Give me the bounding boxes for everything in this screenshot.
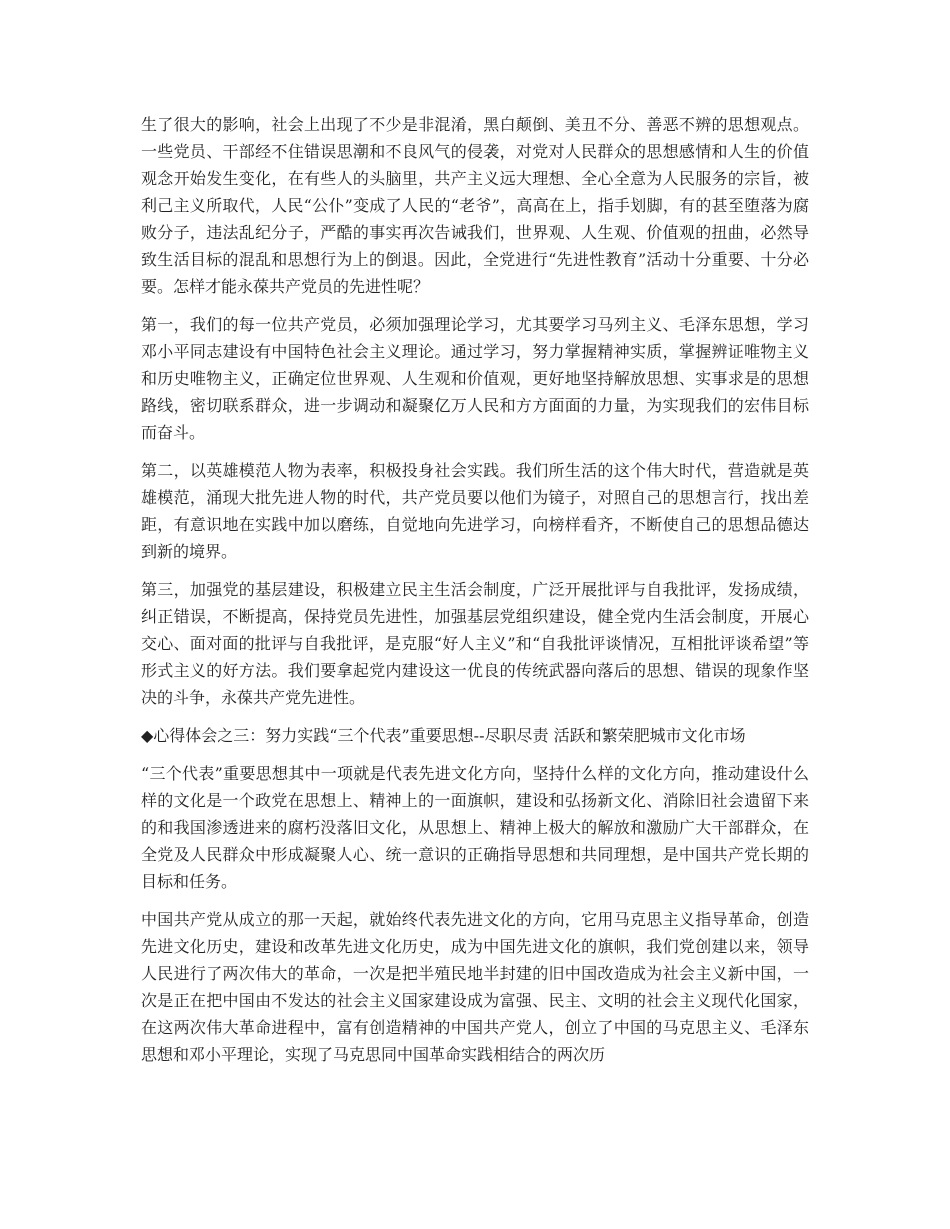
body-paragraph: 中国共产党从成立的那一天起，就始终代表先进文化的方向，它用马克思主义指导革命，创造先进文化历史，建设和改革先进文化历史，成为中国先进文化的旗帜，我们党创建以来，领导人民进行了两次伟大的革命，一次是把半殖民地半封建的旧中国改造成为社会主义新中国，一次是正在把中国由不发达的社会主义国家建设成为富强、民主、文明的社会主义现代化国家，在这两次伟大革命进程中，富有创造精神的中国共产党人，创立了中国的马克思主义、毛泽东思想和邓小平理论，实现了马克思同中国革命实践相结合的两次历 <box>141 910 809 1064</box>
section-heading: ◆心得体会之三：努力实践“三个代表”重要思想--尽职尽责 活跃和繁荣肥城市文化市场 <box>141 726 746 745</box>
body-paragraph: 第三，加强党的基层建设，积极建立民主生活会制度，广泛开展批评与自我批评，发扬成绩，纠正错误，不断提高，保持党员先进性，加强基层党组织建设，健全党内生活会制度，开展心交心、面对面的批评与自我批评，是克服“好人主义”和“自我批评谈情况，互相批评谈希望”等形式主义的好方法。我们要拿起党内建设这一优良的传统武器向落后的思想、错误的现象作坚决的斗争，永葆共产党先进性。 <box>141 580 809 707</box>
body-paragraph: 生了很大的影响，社会上出现了不少是非混淆，黑白颠倒、美丑不分、善恶不辨的思想观点。一些党员、干部经不住错误思潮和不良风气的侵袭，对党对人民群众的思想感情和人生的价值观念开始发生变化，在有些人的头脑里，共产主义远大理想、全心全意为人民服务的宗旨，被利己主义所取代，人民“公仆”变成了人民的“老爷”，高高在上，指手划脚，有的甚至堕落为腐败分子，违法乱纪分子，严酷的事实再次告诫我们，世界观、人生观、价值观的扭曲，必然导致生活目标的混乱和思想行为上的倒退。因此，全党进行“先进性教育”活动十分重要、十分必要。怎样才能永葆共产党员的先进性呢？ <box>141 115 809 296</box>
document-body <box>141 111 809 1079</box>
body-paragraph: 第一，我们的每一位共产党员，必须加强理论学习，尤其要学习马列主义、毛泽东思想，学习邓小平同志建设有中国特色社会主义理论。通过学习，努力掌握精神实质，掌握辨证唯物主义和历史唯物主义，正确定位世界观、人生观和价值观，更好地坚持解放思想、实事求是的思想路线，密切联系群众，进一步调动和凝聚亿万人民和方方面面的力量，为实现我们的宏伟目标而奋斗。 <box>141 315 809 442</box>
body-paragraph: “三个代表”重要思想其中一项就是代表先进文化方向，坚持什么样的文化方向，推动建设什么样的文化是一个政党在思想上、精神上的一面旗帜，建设和弘扬新文化、消除旧社会遗留下来的和我国渗透进来的腐朽没落旧文化，从思想上、精神上极大的解放和激励广大干部群众，在全党及人民群众中形成凝聚人心、统一意识的正确指导思想和共同理想，是中国共产党长期的目标和任务。 <box>141 764 809 891</box>
body-paragraph: 第二，以英雄模范人物为表率，积极投身社会实践。我们所生活的这个伟大时代，营造就是英雄模范，涌现大批先进人物的时代，共产党员要以他们为镜子，对照自己的思想言行，找出差距，有意识地在实践中加以磨练，自觉地向先进学习，向榜样看齐，不断使自己的思想品德达到新的境界。 <box>141 461 809 561</box>
